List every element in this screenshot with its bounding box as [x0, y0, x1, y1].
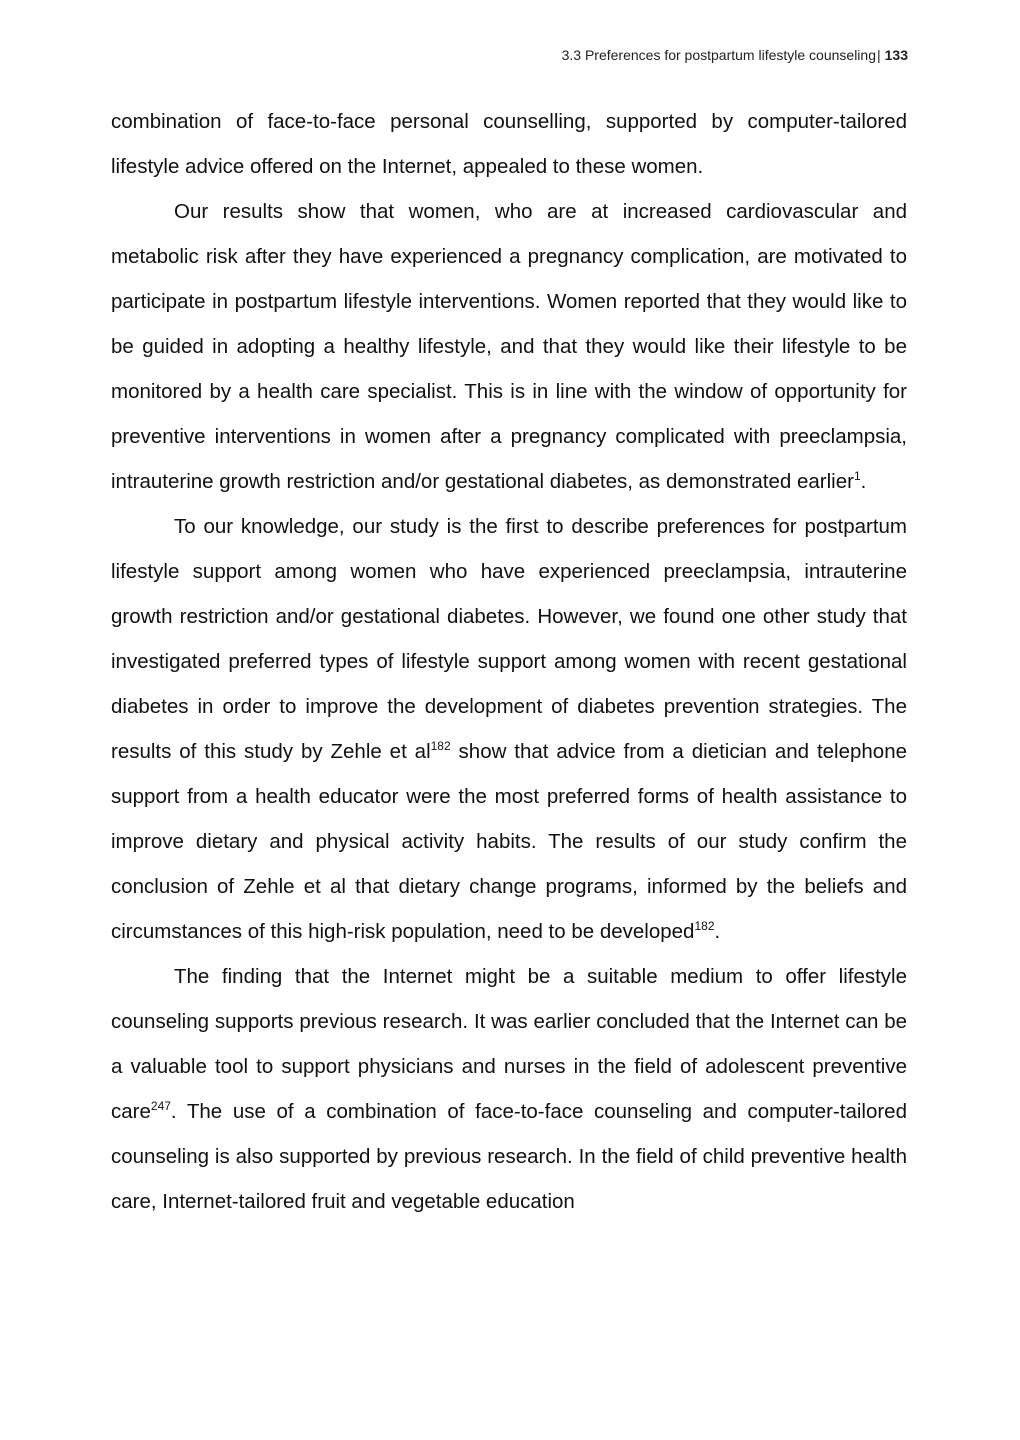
header-separator: | [877, 47, 881, 63]
paragraph-1-text: combination of face-to-face personal counselling, supported by computer-tailored lifestyle advice offered on the Internet, appealed to these women. [111, 110, 907, 178]
paragraph-4-text-1: The finding that the Internet might be a suitable medium to offer lifestyle counseling supports previous research. It was earlier concluded that the Internet can be a valuable tool to support physicians and nurses in the field of adolescent preventive care [111, 965, 907, 1123]
running-header [562, 45, 908, 65]
paragraph-3-text-3: . [714, 920, 721, 943]
paragraph-3-text-2: show that advice from a dietician and telephone support from a health educator were the most preferred forms of health assistance to improve dietary and physical activity habits. The results of our study confirm the conclusion of Zehle et al that dietary change programs, informed by the beliefs and circumstances of this high-risk population, need to be developed [111, 740, 907, 943]
paragraph-4 [111, 954, 907, 1224]
citation-1: 1 [853, 469, 861, 483]
citation-247: 247 [150, 1099, 171, 1113]
paragraph-2 [111, 189, 907, 504]
paragraph-4-text-2: . The use of a combination of face-to-face counseling and computer-tailored counseling is also supported by previous research. In the field of child preventive health care, Internet-tailored fruit and vegetable education [111, 1100, 907, 1213]
body-text [111, 99, 907, 1224]
paragraph-3 [111, 504, 907, 954]
citation-182-a: 182 [430, 739, 451, 753]
paragraph-3-text-1: To our knowledge, our study is the first to describe preferences for postpartum lifestyle support among women who have experienced preeclampsia, intrauterine growth restriction and/or gestational diabetes. However, we found one other study that investigated preferred types of lifestyle support among women with recent gestational diabetes in order to improve the development of diabetes prevention strategies. The results of this study by Zehle et al [111, 515, 907, 763]
paragraph-2-text-2: . [860, 470, 867, 493]
citation-182-b: 182 [694, 919, 715, 933]
running-title: 3.3 Preferences for postpartum lifestyle counseling [561, 47, 876, 63]
page-number: 133 [884, 47, 908, 63]
paragraph-2-text-1: Our results show that women, who are at increased cardiovascular and metabolic risk after they have experienced a pregnancy complication, are motivated to participate in postpartum lifestyle interventions. Women reported that they would like to be guided in adopting a healthy lifestyle, and that they would like their lifestyle to be monitored by a health care specialist. This is in line with the window of opportunity for preventive interventions in women after a pregnancy complicated with preeclampsia, intrauterine growth restriction and/or gestational diabetes, as demonstrated earlier [111, 200, 907, 493]
paragraph-1 [111, 99, 907, 189]
